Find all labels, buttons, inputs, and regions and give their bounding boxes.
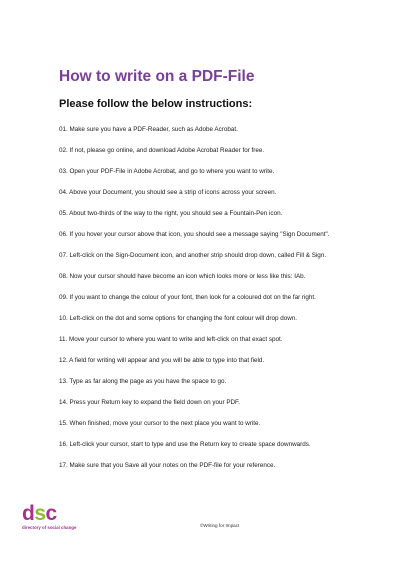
- instruction-step: 08. Now your cursor should have become an icon which looks more or less like this: IAb.: [59, 273, 306, 280]
- instruction-step: 05. About two-thirds of the way to the right, you should see a Fountain-Pen icon.: [59, 210, 283, 217]
- instruction-step: 17. Make sure that you Save all your notes on the PDF-file for your reference.: [59, 462, 276, 469]
- logo-letter-d: d: [22, 502, 35, 525]
- instruction-step: 15. When finished, move your cursor to the next place you want to write.: [59, 420, 261, 427]
- instruction-step: 09. If you want to change the colour of your font, then look for a coloured dot on the far right.: [59, 294, 316, 301]
- dsc-logo-mark: [22, 504, 76, 524]
- logo-tagline: directory of social change: [22, 525, 77, 530]
- instruction-step: 07. Left-click on the Sign-Document icon, and another strip should drop down, called Fill & Sign.: [59, 252, 327, 259]
- logo-letter-s: s: [34, 502, 46, 525]
- instruction-list: [59, 126, 330, 483]
- instruction-step: 12. A field for writing will appear and you will be able to type into that field.: [59, 357, 265, 364]
- instruction-step: 04. Above your Document, you should see a strip of icons across your screen.: [59, 189, 277, 196]
- instruction-step: 02. If not, please go online, and download Adobe Acrobat Reader for free.: [59, 147, 265, 154]
- instruction-step: 11. Move your cursor to where you want to write and left-click on that exact spot.: [59, 336, 283, 343]
- logo-letter-c: c: [45, 502, 57, 525]
- instruction-step: 06. If you hover your cursor above that icon, you should see a message saying "Sign Document".: [59, 231, 330, 238]
- instruction-step: 13. Type as far along the page as you have the space to go.: [59, 378, 227, 385]
- instructions-subtitle: Please follow the below instructions:: [59, 98, 253, 110]
- instruction-step: 14. Press your Return key to expand the field down on your PDF.: [59, 399, 240, 406]
- dsc-logo: [22, 504, 76, 530]
- copyright-credit: ©Writing for Impact: [200, 523, 240, 528]
- instruction-step: 10. Left-click on the dot and some options for changing the font colour will drop down.: [59, 315, 298, 322]
- page-title: How to write on a PDF-File: [59, 68, 255, 85]
- instruction-step: 03. Open your PDF-File in Adobe Acrobat, and go to where you want to write.: [59, 168, 275, 175]
- instruction-step: 16. Left-click your cursor, start to type and use the Return key to create space downwards.: [59, 441, 311, 448]
- instruction-step: 01. Make sure you have a PDF-Reader, such as Adobe Acrobat.: [59, 126, 238, 133]
